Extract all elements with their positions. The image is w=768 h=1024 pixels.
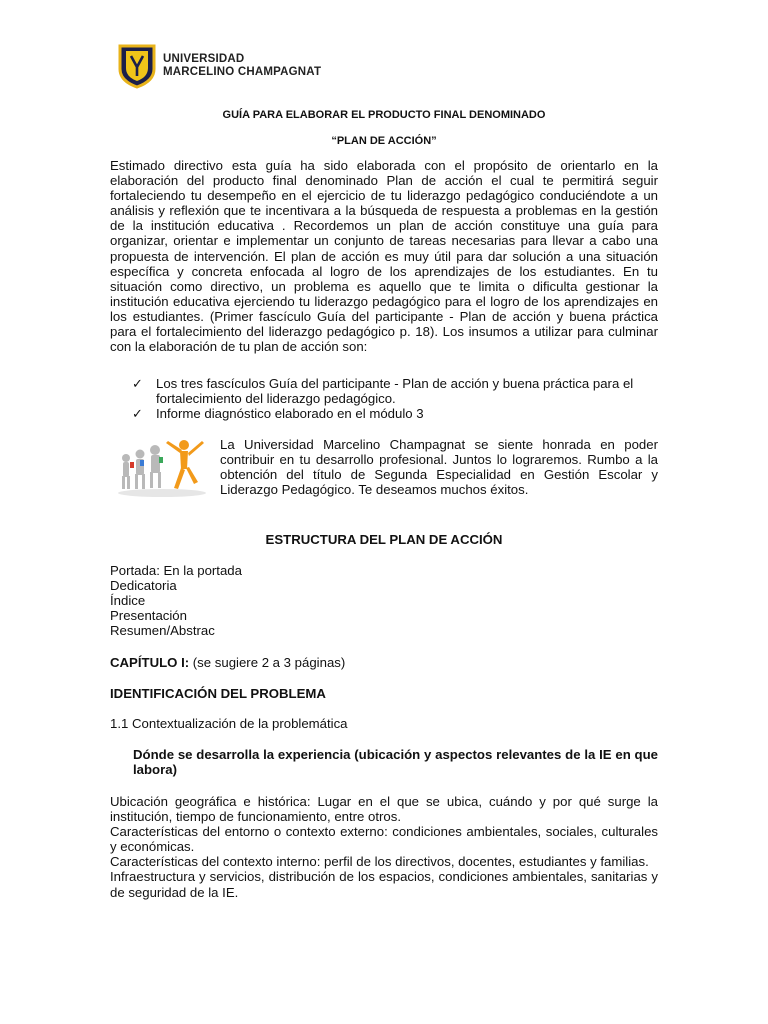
chapter-note: (se sugiere 2 a 3 páginas) (189, 655, 346, 670)
document-title: GUÍA PARA ELABORAR EL PRODUCTO FINAL DENOMINADO (222, 109, 546, 121)
detail-paragraph: Ubicación geográfica e histórica: Lugar en el que se ubica, cuándo y por qué surge la institución, tiempo de funcionamiento, entre otros. (110, 794, 658, 825)
checklist-item (132, 406, 658, 421)
detail-paragraph: Infraestructura y servicios, distribución de los espacios, condiciones ambientales, sanitarias y de seguridad de la IE. (110, 869, 658, 900)
section-heading: 1.1 Contextualización de la problemática (110, 716, 348, 731)
runners-illustration (114, 436, 210, 498)
chapter-label: CAPÍTULO I: (110, 655, 190, 670)
checkmark-icon: ✓ (132, 406, 144, 422)
structure-item: Dedicatoria (110, 578, 177, 594)
checklist-item (132, 376, 658, 406)
structure-title: ESTRUCTURA DEL PLAN DE ACCIÓN (265, 532, 503, 547)
university-logo (117, 43, 321, 89)
checkmark-icon: ✓ (132, 376, 144, 391)
detail-paragraph: Características del contexto interno: perfil de los directivos, docentes, estudiantes y familias. (110, 854, 649, 870)
logo-line-1: UNIVERSIDAD (163, 53, 245, 65)
structure-item: Resumen/Abstrac (110, 623, 215, 639)
problem-heading: IDENTIFICACIÓN DEL PROBLEMA (110, 686, 326, 701)
intro-paragraph: Estimado directivo esta guía ha sido elaborada con el propósito de orientarlo en la elaboración del producto final denominado Plan de acción el cual te permitirá seguir fortaleciendo tu desempeño en el ejercicio de tu liderazgo pedagógico conduciéndote a un análisis y reflexión que te incentivara a la búsqueda de respuesta a problemas en la gestión de la institución educativa . Recordemos un plan de acción constituye una guía para organizar, orientar e implementar un conjunto de tareas necesarias para llevar a cabo una propuesta de intervención. El plan de acción es muy útil para dar solución a una situación específica y concreta enfocada al logro de los aprendizajes de los estudiantes. En tu situación como directivo, un problema es aquello que te limita o dificulta gestionar la institución educativa ejerciendo tu liderazgo pedagógico para el logro de los aprendizajes en los estudiantes. (Primer fascículo Guía del participante - Plan de acción y buena práctica para el fortalecimiento del liderazgo pedagógico p. 18). Los insumos a utilizar para culminar con la elaboración de tu plan de acción son: (110, 158, 658, 355)
inputs-checklist (132, 376, 658, 421)
structure-list (110, 563, 658, 638)
detail-paragraph: Características del entorno o contexto externo: condiciones ambientales, sociales, culturales y económicas. (110, 824, 658, 855)
logo-line-2: MARCELINO CHAMPAGNAT (163, 66, 322, 78)
closing-paragraph: La Universidad Marcelino Champagnat se siente honrada en poder contribuir en tu desarrollo profesional. Juntos lo lograremos. Rumbo a la obtención del título de Segunda Especialidad en Gestión Escolar y Liderazgo Pedagógico. Te deseamos muchos éxitos. (220, 437, 658, 498)
context-details (110, 794, 658, 900)
shield-crest-icon (117, 43, 157, 89)
structure-item: Índice (110, 593, 146, 609)
structure-item: Presentación (110, 608, 187, 624)
structure-item: Portada: En la portada (110, 563, 242, 578)
chapter-line (110, 655, 658, 670)
checklist-item-text: Informe diagnóstico elaborado en el módulo 3 (156, 406, 424, 422)
checklist-item-text: Los tres fascículos Guía del participante - Plan de acción y buena práctica para el fortalecimiento del liderazgo pedagógico. (156, 376, 634, 407)
document-subtitle: “PLAN DE ACCIÓN” (331, 135, 437, 147)
location-subheading: Dónde se desarrolla la experiencia (ubicación y aspectos relevantes de la IE en que labora) (133, 747, 658, 778)
